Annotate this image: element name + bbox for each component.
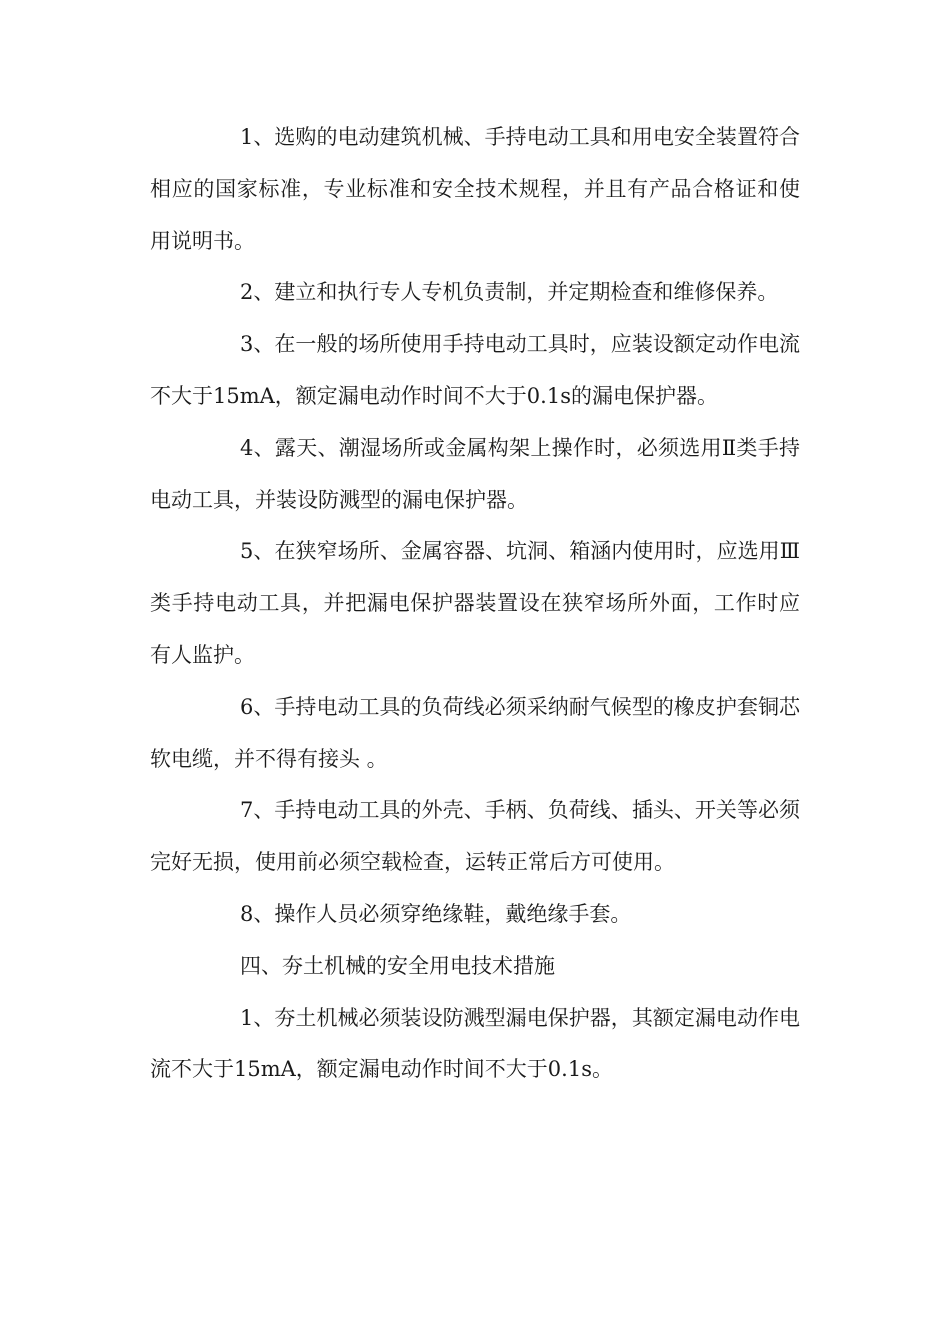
paragraph-7: 7、手持电动工具的外壳、手柄、负荷线、插头、开关等必须完好无损，使用前必须空载检查，运转正常后方可使用。 bbox=[150, 798, 800, 875]
document-body bbox=[150, 112, 800, 1096]
paragraph-10: 1、夯土机械必须装设防溅型漏电保护器，其额定漏电动作电流不大于15mA，额定漏电动作时间不大于0.1s。 bbox=[150, 1005, 800, 1082]
paragraph-3: 3、在一般的场所使用手持电动工具时，应装设额定动作电流不大于15mA，额定漏电动作时间不大于0.1s的漏电保护器。 bbox=[150, 332, 800, 408]
paragraph-8: 8、操作人员必须穿绝缘鞋，戴绝缘手套。 bbox=[240, 901, 632, 926]
paragraph-5: 5、在狭窄场所、金属容器、坑洞、箱涵内使用时，应选用Ⅲ类手持电动工具，并把漏电保护器装置设在狭窄场所外面，工作时应有人监护。 bbox=[150, 539, 800, 667]
section-heading: 四、夯土机械的安全用电技术措施 bbox=[240, 953, 555, 978]
paragraph-4: 4、露天、潮湿场所或金属构架上操作时，必须选用Ⅱ类手持电动工具，并装设防溅型的漏电保护器。 bbox=[150, 435, 800, 512]
paragraph-2: 2、建立和执行专人专机负责制，并定期检查和维修保养。 bbox=[240, 280, 779, 305]
paragraph-1: 1、选购的电动建筑机械、手持电动工具和用电安全装置符合相应的国家标准，专业标准和安全技术规程，并且有产品合格证和使用说明书。 bbox=[150, 125, 800, 253]
paragraph-6: 6、手持电动工具的负荷线必须采纳耐气候型的橡皮护套铜芯软电缆，并不得有接头 。 bbox=[150, 694, 800, 771]
